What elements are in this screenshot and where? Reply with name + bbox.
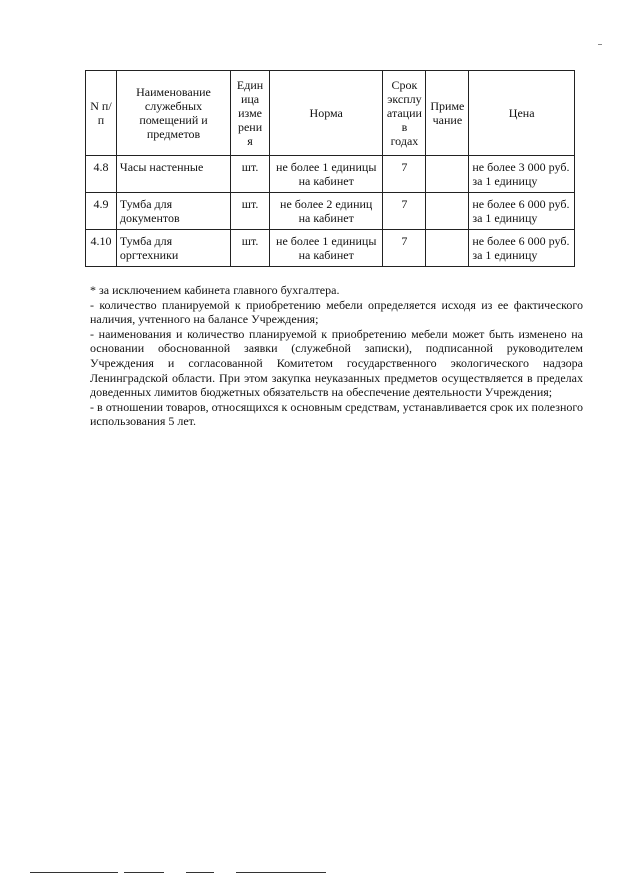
cell-name: Тумба для оргтехники <box>116 230 230 267</box>
cell-num: 4.8 <box>86 156 117 193</box>
note-item: - наименования и количество планируемой к приобретению мебели может быть изменено на основании обоснованной заявки (служебной записки), подписанной руководителем Учреждения и согласованной Комитетом государственного экологического надзора Ленинградской области. При этом закупка неуказанных предметов осуществляется в пределах доведенных лимитов бюджетных обязательств на обеспечение деятельности Учреждения; <box>90 326 583 400</box>
cell-term: 7 <box>383 230 426 267</box>
header-term: Срок эксплу атации в годах <box>383 71 426 156</box>
table-row <box>86 156 575 193</box>
cell-note <box>426 156 469 193</box>
cell-price: не более 6 000 руб. за 1 единицу <box>469 230 575 267</box>
header-num: N п/п <box>86 71 117 156</box>
cell-norm: не более 1 единицы на кабинет <box>269 156 382 193</box>
footer-rule <box>236 872 326 873</box>
cell-price: не более 6 000 руб. за 1 единицу <box>469 193 575 230</box>
cell-note <box>426 230 469 267</box>
cell-unit: шт. <box>231 156 270 193</box>
header-note: Приме чание <box>426 71 469 156</box>
cell-num: 4.10 <box>86 230 117 267</box>
notes-block <box>90 283 583 429</box>
footer-rule <box>30 872 118 873</box>
cell-term: 7 <box>383 156 426 193</box>
scan-mark <box>598 44 602 45</box>
footer-rule <box>124 872 164 873</box>
header-norm: Норма <box>269 71 382 156</box>
note-item: - количество планируемой к приобретению мебели определяется исходя из ее фактического наличия, учтенного на балансе Учреждения; <box>90 297 583 327</box>
norms-table <box>85 70 575 267</box>
cell-unit: шт. <box>231 230 270 267</box>
header-price: Цена <box>469 71 575 156</box>
note-footnote: * за исключением кабинета главного бухгалтера. <box>90 283 340 297</box>
footer-rule <box>186 872 214 873</box>
header-name: Наименование служебных помещений и предметов <box>116 71 230 156</box>
cell-unit: шт. <box>231 193 270 230</box>
cell-norm: не более 1 единицы на кабинет <box>269 230 382 267</box>
table-header-row <box>86 71 575 156</box>
table-row <box>86 230 575 267</box>
cell-name: Часы настенные <box>116 156 230 193</box>
note-item: - в отношении товаров, относящихся к основным средствам, устанавливается срок их полезного использования 5 лет. <box>90 399 583 429</box>
cell-num: 4.9 <box>86 193 117 230</box>
cell-note <box>426 193 469 230</box>
cell-norm: не более 2 единиц на кабинет <box>269 193 382 230</box>
cell-price: не более 3 000 руб. за 1 единицу <box>469 156 575 193</box>
cell-name: Тумба для документов <box>116 193 230 230</box>
cell-term: 7 <box>383 193 426 230</box>
header-unit: Един ица изме рени я <box>231 71 270 156</box>
table-row <box>86 193 575 230</box>
